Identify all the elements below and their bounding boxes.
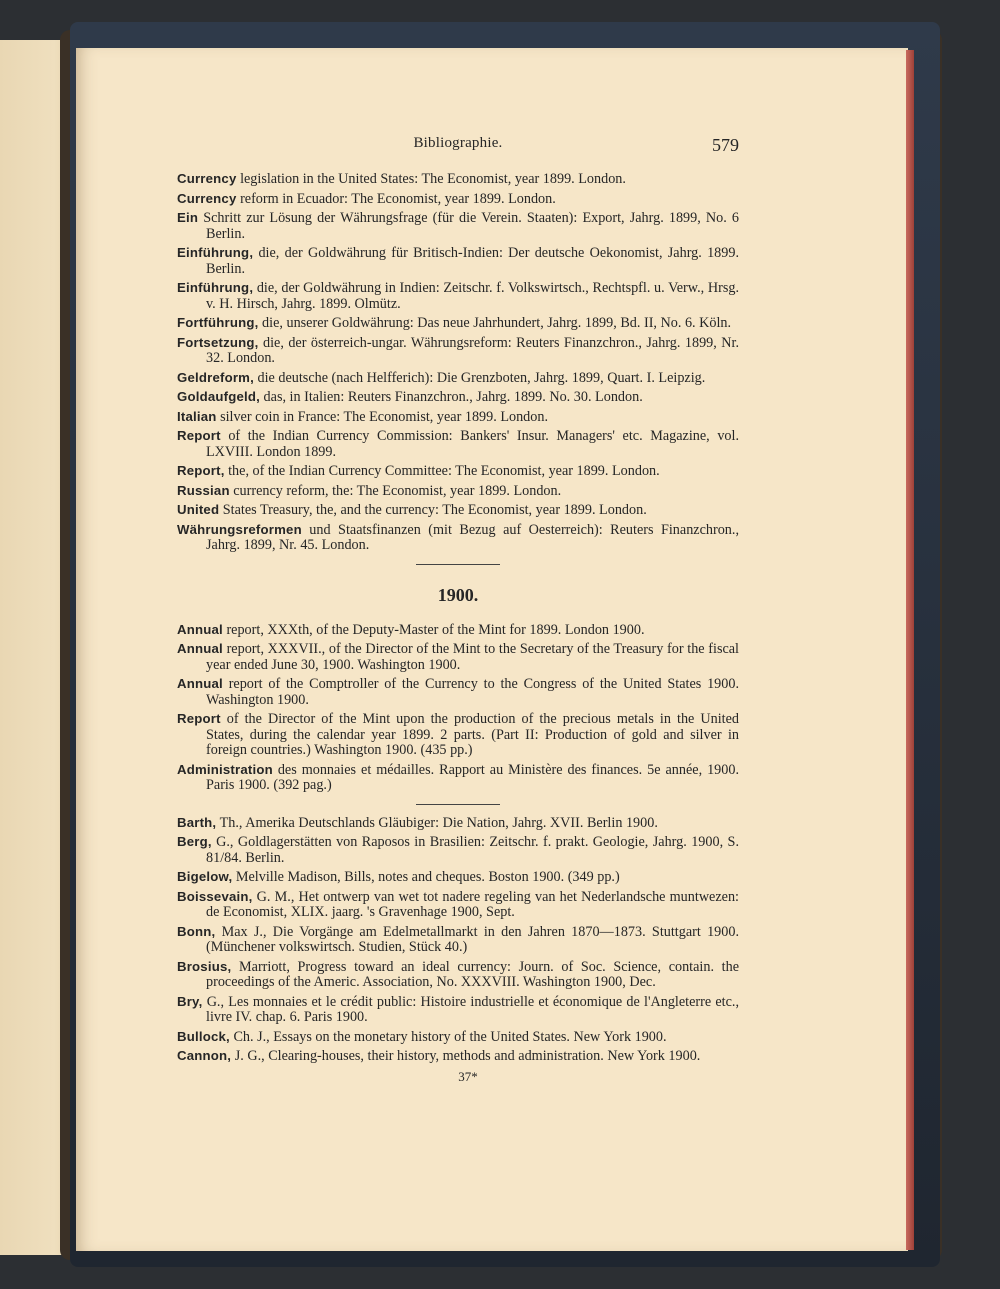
bibliography-entry: [177, 889, 739, 921]
entry-keyword: Einführung,: [177, 280, 254, 295]
entry-text: reform in Ecuador: The Economist, year 1899. London.: [236, 190, 556, 207]
bibliography-entry: [177, 409, 739, 426]
entry-keyword: Bry,: [177, 993, 203, 1009]
entry-keyword: Report: [177, 711, 221, 726]
entry-text: of the Indian Currency Commission: Bankers' Insur. Managers' etc. Magazine, vol. LXVIII. London 1899.: [206, 428, 739, 460]
entry-keyword: Report: [177, 428, 221, 443]
entry-text: und Staatsfinanzen (mit Bezug auf Oesterreich): Reuters Finanzchron., Jahrg. 1899, Nr. 45. London.: [206, 521, 739, 553]
entry-text: Th., Amerika Deutschlands Gläubiger: Die Nation, Jahrg. XVII. Berlin 1900.: [216, 814, 658, 831]
bibliography-entry: [177, 315, 739, 332]
year-heading: 1900.: [437, 584, 479, 605]
entry-text: the, of the Indian Currency Committee: The Economist, year 1899. London.: [224, 463, 660, 479]
bibliography-entry: [177, 676, 739, 708]
bibliography-entry: [177, 641, 739, 673]
entry-text: report, XXXVII., of the Director of the Mint to the Secretary of the Treasury for the fiscal year ended June 30, 1900. Washington 1900.: [206, 641, 739, 673]
entry-text: Marriott, Progress toward an ideal currency: Journ. of Soc. Science, contain. the proceedings of the Americ. Association, No. XXXVIII. Washington 1900, Dec.: [206, 958, 739, 990]
page-content: [177, 135, 739, 1085]
entry-keyword: Russian: [177, 482, 230, 498]
entry-text: des monnaies et médailles. Rapport au Ministère des finances. 5e année, 1900. Paris 1900. (392 pag.): [206, 761, 739, 793]
entry-text: legislation in the United States: The Economist, year 1899. London.: [236, 171, 626, 187]
entry-text: die, der Goldwährung in Indien: Zeitschr. f. Volkswirtsch., Rechtspfl. u. Verw., Hrsg. v. H. Hirsch, Jahrg. 1899. Olmütz.: [206, 280, 739, 312]
entry-keyword: Bonn,: [177, 923, 216, 939]
bibliography-entry: [177, 869, 739, 886]
running-title: Bibliographie.: [413, 135, 503, 151]
entry-text: Max J., Die Vorgänge am Edelmetallmarkt in den Jahren 1870—1873. Stuttgart 1900. (Münchener volkswirtsch. Studien, Stück 40.): [206, 923, 739, 955]
entry-text: die, unserer Goldwährung: Das neue Jahrhundert, Jahrg. 1899, Bd. II, No. 6. Köln.: [258, 315, 732, 331]
entry-text: G. M., Het ontwerp van wet tot nadere regeling van het Nederlandsche muntwezen: de Economist, XLIX. jaarg. 's Gravenhage 1900, Sept.: [206, 888, 739, 920]
entry-keyword: Administration: [177, 761, 273, 777]
bibliography-entry: [177, 762, 739, 794]
bibliography-entry: [177, 522, 739, 554]
bibliography-entry: [177, 834, 739, 866]
entry-text: Melville Madison, Bills, notes and cheques. Boston 1900. (349 pp.): [232, 869, 620, 885]
entry-keyword: Ein: [177, 210, 199, 225]
bibliography-entry: [177, 210, 739, 242]
entry-keyword: Italian: [177, 408, 217, 424]
entry-text: G., Les monnaies et le crédit public: Histoire industrielle et économique de l'Angleterre etc., livre IV. chap. 6. Paris 1900.: [202, 993, 739, 1025]
entry-keyword: Geldreform,: [177, 369, 254, 385]
signature-mark: 37*: [458, 1068, 478, 1084]
entry-text: das, in Italien: Reuters Finanzchron., Jahrg. 1899. No. 30. London.: [260, 389, 643, 405]
bibliography-entry: [177, 335, 739, 367]
page-edge: [906, 50, 914, 1250]
entry-text: currency reform, the: The Economist, year 1899. London.: [229, 482, 562, 499]
entry-keyword: Annual: [177, 621, 223, 637]
bibliography-entry: [177, 245, 739, 277]
entry-keyword: Barth,: [177, 814, 217, 830]
bibliography-entry: [177, 711, 739, 759]
entry-keyword: Annual: [177, 641, 223, 656]
entry-keyword: Währungsreformen: [177, 521, 302, 537]
entry-keyword: Currency: [177, 171, 237, 186]
entry-keyword: Cannon,: [177, 1048, 232, 1063]
bibliography-entry: [177, 191, 739, 208]
entry-keyword: Currency: [177, 190, 237, 206]
entry-text: G., Goldlagerstätten von Raposos in Brasilien: Zeitschr. f. prakt. Geologie, Jahrg. 1900, S. 81/84. Berlin.: [206, 834, 739, 866]
bibliography-entry: [177, 428, 739, 460]
entry-text: die, der österreich-ungar. Währungsreform: Reuters Finanzchron., Jahrg. 1899, Nr. 32. London.: [206, 334, 739, 366]
page-number: 579: [712, 135, 739, 155]
bibliography-entry: [177, 502, 739, 519]
entry-text: report, XXXth, of the Deputy-Master of the Mint for 1899. London 1900.: [222, 621, 645, 638]
entry-keyword: Einführung,: [177, 245, 254, 260]
bibliography-entry: [177, 463, 739, 480]
bibliography-1899-list: [177, 171, 739, 554]
entry-text: Ch. J., Essays on the monetary history of the United States. New York 1900.: [229, 1028, 667, 1045]
entry-keyword: Berg,: [177, 834, 212, 849]
bibliography-entry: [177, 370, 739, 387]
bibliography-entry: [177, 1048, 739, 1065]
entry-text: J. G., Clearing-houses, their history, methods and administration. New York 1900.: [231, 1048, 701, 1064]
entry-keyword: Brosius,: [177, 958, 232, 974]
page-header: [177, 135, 739, 171]
entry-keyword: Boissevain,: [177, 888, 253, 904]
bibliography-entry: [177, 815, 739, 832]
entry-keyword: Fortsetzung,: [177, 334, 259, 350]
bibliography-entry: [177, 483, 739, 500]
entry-keyword: Report,: [177, 463, 225, 478]
author-entries-list: [177, 815, 739, 1065]
entry-text: report of the Comptroller of the Currency to the Congress of the United States 1900. Washington 1900.: [206, 676, 739, 708]
entry-keyword: Fortführung,: [177, 315, 259, 330]
entry-keyword: Goldaufgeld,: [177, 389, 260, 404]
entry-keyword: Annual: [177, 676, 223, 691]
bibliography-entry: [177, 389, 739, 406]
divider: [416, 804, 500, 805]
bibliography-entry: [177, 280, 739, 312]
official-reports-list: [177, 622, 739, 794]
entry-text: of the Director of the Mint upon the production of the precious metals in the United States, during the calendar year 1899. 2 parts. (Part II: Production of gold and silver in foreign countries.) Washington 1900. (435 pp.): [206, 711, 739, 758]
entry-text: die, der Goldwährung für Britisch-Indien: Der deutsche Oekonomist, Jahrg. 1899. Berlin.: [206, 245, 739, 277]
bibliography-entry: [177, 959, 739, 991]
bibliography-entry: [177, 171, 739, 188]
entry-text: die deutsche (nach Helfferich): Die Grenzboten, Jahrg. 1899, Quart. I. Leipzig.: [253, 369, 706, 386]
bibliography-entry: [177, 994, 739, 1026]
bibliography-entry: [177, 1029, 739, 1046]
entry-text: States Treasury, the, and the currency: The Economist, year 1899. London.: [219, 502, 647, 518]
entry-keyword: United: [177, 502, 220, 517]
bibliography-entry: [177, 622, 739, 639]
divider: [416, 564, 500, 565]
entry-text: silver coin in France: The Economist, year 1899. London.: [216, 408, 549, 425]
bibliography-entry: [177, 924, 739, 956]
entry-text: Schritt zur Lösung der Währungsfrage (für die Verein. Staaten): Export, Jahrg. 1899, No. 6 Berlin.: [198, 210, 739, 242]
entry-keyword: Bullock,: [177, 1028, 230, 1044]
entry-keyword: Bigelow,: [177, 869, 233, 884]
